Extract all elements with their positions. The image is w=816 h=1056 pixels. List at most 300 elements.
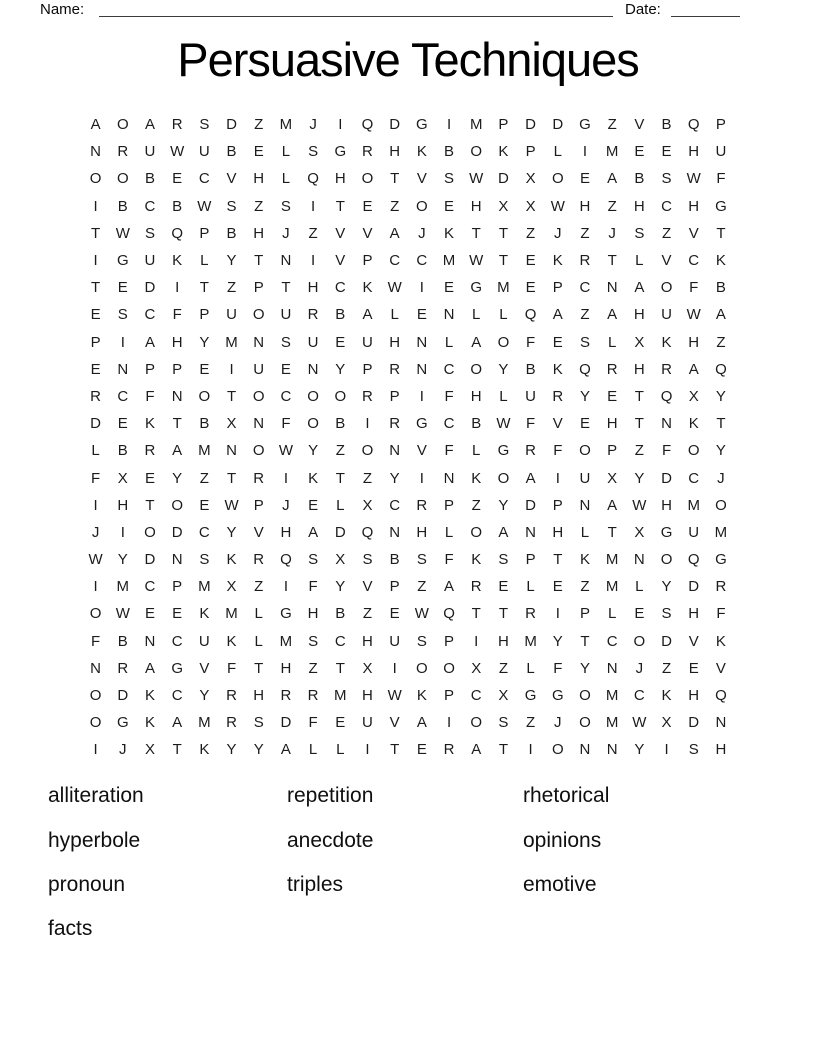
grid-cell: D (117, 687, 129, 705)
grid-cell: R (525, 442, 537, 460)
grid-cell: L (607, 605, 617, 623)
grid-cell: R (579, 252, 591, 270)
grid-cell: N (606, 741, 618, 759)
grid-cell: W (469, 170, 484, 188)
grid-cell: L (281, 143, 291, 161)
grid-cell: C (171, 632, 183, 650)
grid-cell: R (253, 469, 265, 487)
grid-cell: E (144, 605, 155, 623)
grid-cell: A (634, 279, 645, 297)
grid-cell: J (91, 523, 100, 541)
grid-cell: G (497, 442, 510, 460)
grid-cell: W (224, 496, 239, 514)
grid-cell: W (278, 442, 293, 460)
grid-cell: U (661, 306, 672, 324)
grid-cell: H (307, 279, 319, 297)
grid-cell: N (416, 333, 428, 351)
word-list-column (287, 774, 523, 952)
grid-cell: W (686, 170, 701, 188)
grid-cell: K (226, 632, 237, 650)
grid-cell: T (580, 632, 590, 650)
grid-cell: C (389, 252, 401, 270)
grid-cell: H (280, 659, 292, 677)
grid-cell: W (632, 496, 647, 514)
grid-cell: S (444, 170, 455, 188)
grid-cell: E (199, 360, 210, 378)
grid-cell: G (470, 279, 483, 297)
grid-cell: O (416, 659, 428, 677)
grid-cell: Z (335, 442, 345, 460)
grid-cell: T (471, 605, 481, 623)
grid-cell: H (688, 687, 700, 705)
grid-cell: P (715, 116, 726, 134)
grid-cell: M (605, 551, 619, 569)
grid-cell: S (308, 551, 319, 569)
grid-cell: P (362, 360, 373, 378)
grid-cell: Q (307, 170, 319, 188)
grid-cell: H (688, 333, 700, 351)
grid-cell: B (117, 632, 128, 650)
grid-cell: I (555, 469, 560, 487)
grid-cell: S (688, 741, 699, 759)
grid-cell: C (688, 469, 700, 487)
grid-cell: X (226, 415, 237, 433)
grid-cell: L (526, 578, 535, 596)
grid-cell: I (446, 714, 452, 732)
grid-cell: N (226, 442, 237, 460)
grid-cell: C (661, 197, 672, 215)
grid-cell: O (171, 496, 183, 514)
grid-cell: T (390, 170, 400, 188)
grid-cell: H (633, 360, 645, 378)
grid-cell: T (553, 551, 563, 569)
grid-cell: S (253, 714, 264, 732)
grid-cell: N (90, 143, 102, 161)
grid-cell: A (607, 170, 618, 188)
grid-cell: B (525, 360, 536, 378)
grid-cell: Q (361, 523, 374, 541)
grid-cell: A (280, 741, 291, 759)
grid-cell: L (444, 333, 454, 351)
grid-cell: P (253, 279, 264, 297)
grid-cell: E (498, 578, 509, 596)
grid-cell: E (552, 578, 563, 596)
grid-cell: L (444, 523, 454, 541)
grid-cell: E (552, 333, 563, 351)
grid-cell: H (606, 415, 618, 433)
grid-cell: P (552, 279, 563, 297)
grid-cell: S (308, 143, 319, 161)
grid-cell: Z (661, 224, 672, 242)
grid-cell: P (199, 224, 210, 242)
grid-cell: A (90, 116, 101, 134)
grid-cell: Z (661, 659, 672, 677)
grid-cell: K (308, 469, 319, 487)
grid-cell: N (307, 360, 319, 378)
grid-cell: M (605, 143, 619, 161)
grid-cell: L (499, 306, 508, 324)
grid-cell: Z (607, 116, 617, 134)
grid-cell: H (253, 224, 265, 242)
grid-cell: Y (253, 741, 264, 759)
grid-cell: Q (443, 605, 455, 623)
grid-cell: K (172, 252, 183, 270)
grid-cell: W (550, 197, 565, 215)
grid-cell: E (579, 415, 590, 433)
word-list-item: hyperbole (48, 828, 141, 852)
grid-cell: R (226, 687, 237, 705)
word-list-item: anecdote (287, 828, 374, 852)
grid-cell: Z (308, 224, 318, 242)
grid-cell: P (172, 360, 183, 378)
grid-cell: U (198, 143, 210, 161)
grid-cell: K (661, 333, 672, 351)
grid-cell: U (579, 469, 591, 487)
grid-cell: D (688, 578, 700, 596)
grid-cell: V (416, 170, 427, 188)
grid-cell: R (362, 387, 373, 405)
grid-cell: V (199, 659, 210, 677)
grid-cell: A (552, 306, 563, 324)
grid-cell: K (579, 551, 590, 569)
grid-cell: N (171, 551, 183, 569)
grid-cell: J (635, 659, 644, 677)
grid-cell: K (199, 605, 210, 623)
grid-cell: A (172, 714, 183, 732)
grid-cell: D (144, 279, 156, 297)
grid-cell: Y (579, 387, 590, 405)
grid-cell: O (361, 170, 374, 188)
grid-cell: B (144, 170, 155, 188)
grid-cell: K (471, 551, 482, 569)
word-list-item: pronoun (48, 872, 126, 896)
grid-cell: S (661, 170, 672, 188)
grid-cell: V (688, 224, 699, 242)
grid-cell: B (117, 197, 128, 215)
grid-cell: Y (117, 551, 128, 569)
grid-cell: U (226, 306, 237, 324)
grid-cell: Y (498, 496, 509, 514)
grid-cell: F (308, 578, 318, 596)
grid-cell: L (635, 252, 644, 270)
grid-cell: M (497, 279, 510, 297)
date-blank-line (671, 0, 740, 17)
grid-cell: Z (362, 469, 373, 487)
grid-cell: S (634, 224, 645, 242)
grid-cell: O (660, 279, 673, 297)
grid-cell: O (252, 387, 265, 405)
grid-cell: N (606, 279, 618, 297)
grid-cell: O (252, 442, 265, 460)
grid-cell: B (444, 143, 455, 161)
grid-cell: S (498, 714, 509, 732)
grid-cell: O (89, 687, 102, 705)
grid-cell: M (605, 687, 619, 705)
grid-cell: O (715, 496, 727, 514)
grid-cell: R (117, 659, 129, 677)
grid-cell: C (443, 360, 455, 378)
grid-cell: F (444, 442, 454, 460)
grid-cell: T (716, 224, 726, 242)
grid-cell: H (633, 197, 645, 215)
grid-cell: C (171, 687, 183, 705)
grid-cell: C (334, 632, 346, 650)
grid-cell: I (392, 659, 397, 677)
grid-cell: H (416, 523, 428, 541)
grid-cell: G (715, 197, 727, 215)
grid-cell: E (308, 496, 319, 514)
grid-cell: X (661, 714, 672, 732)
grid-cell: L (580, 523, 590, 541)
grid-cell: Y (308, 442, 319, 460)
grid-cell: I (419, 469, 424, 487)
grid-cell: U (198, 632, 210, 650)
grid-cell: G (660, 523, 673, 541)
grid-cell: W (387, 279, 402, 297)
grid-cell: B (661, 116, 672, 134)
grid-cell: N (253, 415, 265, 433)
grid-cell: A (444, 578, 455, 596)
page-title: Persuasive Techniques (177, 33, 639, 86)
grid-cell: M (225, 605, 238, 623)
grid-cell: F (145, 387, 155, 405)
grid-cell: T (91, 279, 101, 297)
grid-cell: Y (226, 252, 237, 270)
grid-cell: K (226, 551, 237, 569)
grid-cell: I (311, 252, 316, 270)
grid-cell: K (416, 143, 427, 161)
grid-cell: Y (715, 442, 726, 460)
grid-cell: F (226, 659, 237, 677)
grid-cell: N (633, 551, 645, 569)
grid-cell: E (362, 197, 373, 215)
grid-cell: H (497, 632, 509, 650)
grid-cell: Y (226, 523, 237, 541)
grid-cell: E (444, 197, 455, 215)
grid-cell: V (226, 170, 237, 188)
grid-cell: K (715, 632, 726, 650)
grid-cell: E (579, 170, 590, 188)
grid-cell: Z (607, 197, 617, 215)
grid-cell: E (280, 360, 291, 378)
grid-cell: B (172, 197, 183, 215)
grid-cell: S (416, 632, 427, 650)
grid-cell: A (144, 333, 155, 351)
grid-cell: Y (715, 387, 726, 405)
grid-cell: D (525, 116, 537, 134)
grid-cell: I (446, 116, 452, 134)
grid-cell: E (172, 605, 183, 623)
grid-cell: G (334, 143, 347, 161)
grid-cell: I (419, 387, 424, 405)
grid-cell: Y (199, 687, 210, 705)
grid-cell: Z (308, 659, 318, 677)
grid-cell: F (716, 605, 726, 623)
grid-cell: U (144, 143, 156, 161)
grid-cell: I (283, 469, 288, 487)
grid-cell: N (90, 659, 102, 677)
grid-cell: V (552, 415, 563, 433)
grid-cell: F (91, 469, 101, 487)
grid-cell: J (554, 714, 562, 732)
grid-cell: J (418, 224, 426, 242)
grid-cell: K (444, 224, 455, 242)
grid-cell: E (335, 714, 346, 732)
grid-cell: P (579, 605, 590, 623)
grid-cell: S (199, 551, 210, 569)
grid-cell: C (280, 387, 292, 405)
word-list-item: facts (48, 917, 93, 941)
grid-cell: E (688, 659, 699, 677)
grid-cell: D (144, 551, 156, 569)
grid-cell: T (226, 469, 237, 487)
grid-cell: Z (716, 333, 726, 351)
grid-cell: N (606, 659, 618, 677)
grid-cell: U (362, 714, 373, 732)
grid-cell: O (551, 741, 564, 759)
grid-cell: S (117, 306, 128, 324)
grid-cell: J (309, 116, 317, 134)
grid-cell: F (281, 415, 291, 433)
grid-cell: O (416, 197, 428, 215)
grid-cell: D (497, 170, 509, 188)
grid-cell: O (89, 714, 102, 732)
grid-cell: T (254, 659, 264, 677)
grid-cell: C (416, 252, 428, 270)
grid-cell: R (389, 415, 401, 433)
grid-cell: T (172, 741, 182, 759)
grid-cell: U (307, 333, 319, 351)
word-list-item: triples (287, 872, 344, 896)
grid-cell: E (634, 605, 645, 623)
grid-cell: Z (417, 578, 427, 596)
grid-cell: A (308, 523, 319, 541)
grid-cell: L (635, 578, 644, 596)
grid-cell: N (443, 469, 455, 487)
grid-cell: W (414, 605, 429, 623)
grid-cell: D (90, 415, 102, 433)
grid-cell: Q (171, 224, 183, 242)
grid-cell: I (93, 197, 98, 215)
grid-cell: N (579, 741, 591, 759)
grid-cell: R (226, 714, 237, 732)
grid-cell: C (198, 523, 210, 541)
date-label: Date: (625, 1, 661, 18)
grid-cell: A (471, 333, 482, 351)
grid-cell: E (661, 143, 672, 161)
grid-cell: R (171, 116, 183, 134)
grid-cell: A (389, 224, 400, 242)
grid-cell: L (553, 143, 562, 161)
grid-cell: L (336, 741, 345, 759)
grid-cell: W (197, 197, 212, 215)
grid-cell: E (199, 496, 210, 514)
grid-cell: A (144, 659, 155, 677)
grid-cell: T (498, 252, 508, 270)
grid-cell: V (362, 578, 373, 596)
grid-cell: P (525, 551, 536, 569)
grid-cell: R (117, 143, 129, 161)
grid-cell: I (582, 143, 588, 161)
grid-cell: M (279, 116, 293, 134)
grid-cell: O (307, 387, 319, 405)
grid-cell: O (660, 551, 673, 569)
grid-cell: I (93, 578, 98, 596)
grid-cell: F (716, 170, 726, 188)
grid-cell: Z (199, 469, 209, 487)
grid-cell: D (171, 523, 183, 541)
grid-cell: O (470, 143, 483, 161)
grid-cell: N (579, 496, 591, 514)
grid-cell: M (605, 714, 619, 732)
grid-cell: X (471, 659, 482, 677)
grid-cell: Y (172, 469, 183, 487)
grid-cell: M (198, 442, 211, 460)
grid-cell: X (117, 469, 128, 487)
grid-cell: A (688, 360, 699, 378)
word-list-item: emotive (523, 872, 597, 896)
grid-cell: N (171, 387, 183, 405)
grid-cell: R (416, 496, 428, 514)
grid-cell: S (199, 116, 210, 134)
grid-cell: T (607, 523, 617, 541)
grid-cell: H (579, 197, 591, 215)
grid-cell: T (199, 279, 209, 297)
grid-cell: V (335, 224, 346, 242)
grid-cell: O (687, 442, 700, 460)
grid-cell: P (444, 632, 455, 650)
grid-cell: Y (335, 578, 346, 596)
grid-cell: N (389, 523, 401, 541)
grid-cell: N (416, 360, 428, 378)
grid-cell: A (607, 496, 618, 514)
grid-cell: Z (254, 197, 264, 215)
grid-cell: C (688, 252, 700, 270)
word-list-item: repetition (287, 784, 374, 808)
grid-cell: R (470, 578, 482, 596)
grid-cell: O (144, 523, 156, 541)
grid-cell: X (362, 496, 373, 514)
grid-cell: L (607, 333, 617, 351)
grid-cell: C (117, 387, 129, 405)
grid-cell: D (226, 116, 237, 134)
grid-cell: L (390, 306, 399, 324)
word-search-grid (82, 111, 735, 764)
grid-cell: I (93, 496, 98, 514)
grid-cell: G (551, 687, 564, 705)
grid-cell: C (443, 415, 455, 433)
grid-cell: E (416, 741, 427, 759)
grid-cell: T (498, 741, 508, 759)
grid-cell: D (389, 116, 401, 134)
grid-cell: H (389, 143, 401, 161)
grid-cell: T (607, 252, 617, 270)
grid-cell: X (498, 197, 509, 215)
grid-cell: V (253, 523, 264, 541)
grid-cell: F (444, 387, 454, 405)
grid-cell: N (661, 415, 672, 433)
grid-cell: L (526, 659, 535, 677)
grid-cell: I (528, 741, 533, 759)
grid-cell: T (172, 415, 182, 433)
grid-cell: V (715, 659, 726, 677)
grid-cell: P (444, 687, 455, 705)
grid-cell: N (525, 523, 537, 541)
grid-cell: Z (580, 306, 590, 324)
grid-cell: X (498, 687, 509, 705)
word-list-column (523, 774, 773, 952)
grid-cell: H (688, 143, 700, 161)
